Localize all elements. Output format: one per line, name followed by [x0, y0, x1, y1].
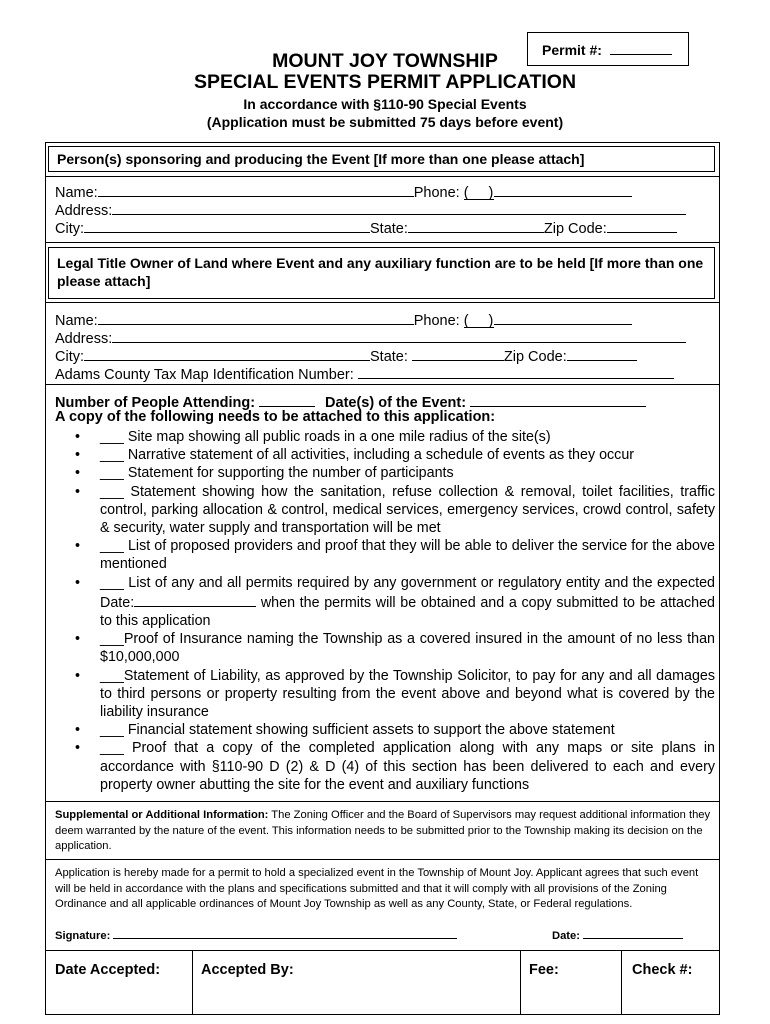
owner-zip-field[interactable] [567, 346, 637, 361]
divider [45, 302, 720, 303]
owner-tax-row [55, 364, 674, 384]
accepted-by-label: Accepted By: [201, 962, 294, 978]
paren-open: ( [463, 313, 469, 329]
expected-date-field[interactable] [134, 592, 256, 607]
sponsor-name-row [55, 182, 632, 202]
state-label: State: [370, 221, 408, 237]
checklist-item[interactable]: • ___ Financial statement showing sufficient assets to support the above statement [55, 721, 715, 739]
attachment-checklist [55, 428, 715, 794]
owner-name-row [55, 310, 632, 330]
footer-divider [520, 950, 521, 1015]
footer-divider [621, 950, 622, 1015]
signature-field[interactable] [113, 927, 457, 939]
paren-close: ) [488, 185, 494, 201]
owner-city-row [55, 346, 637, 366]
checklist-item[interactable]: • ___ Statement showing how the sanitation, refuse collection & removal, toilet facilities, traffic control, parking allocation & control, medical services, emergency services, crowd control, safety & security, water supply and transportation will be met [55, 483, 715, 538]
owner-phone-field[interactable] [494, 310, 632, 325]
title-application: SPECIAL EVENTS PERMIT APPLICATION [193, 71, 577, 93]
attach-instructions: A copy of the following needs to be attached to this application: [55, 409, 496, 425]
paren-open: ( [463, 185, 469, 201]
checklist-item-permits[interactable] [55, 574, 715, 631]
permit-label: Permit #: [542, 42, 602, 58]
people-attending-label: Number of People Attending: [55, 395, 256, 411]
fee-label: Fee: [529, 962, 559, 978]
divider [45, 801, 720, 802]
name-label: Name: [55, 313, 98, 329]
sponsor-address-row [55, 200, 686, 220]
sponsor-name-field[interactable] [98, 182, 414, 197]
supplemental-info [55, 808, 715, 855]
address-label: Address: [55, 203, 113, 219]
sponsor-phone-field[interactable] [494, 182, 632, 197]
checklist-item[interactable]: • ___Proof of Insurance naming the Township as a covered insured in the amount of no less than $10,000,000 [55, 630, 715, 666]
divider [45, 950, 720, 951]
divider [45, 384, 720, 385]
divider [45, 859, 720, 860]
owner-name-field[interactable] [98, 310, 414, 325]
permits-text-cont: when the permits will be obtained and a copy submitted to be attached to this application [100, 594, 715, 630]
owner-header: Legal Title Owner of Land where Event and any auxiliary function are to be held [If more than one please attach] [48, 247, 715, 299]
name-label: Name: [55, 185, 98, 201]
event-dates-field[interactable] [470, 392, 646, 407]
checklist-item[interactable]: • ___ Narrative statement of all activities, including a schedule of events as they occur [55, 446, 715, 464]
sponsor-city-field[interactable] [84, 218, 370, 233]
sponsor-zip-field[interactable] [607, 218, 677, 233]
city-label: City: [55, 221, 84, 237]
sponsor-city-row [55, 218, 677, 238]
title-township: MOUNT JOY TOWNSHIP [272, 50, 498, 72]
zip-label: Zip Code: [503, 349, 567, 365]
checklist-item[interactable]: • ___Statement of Liability, as approved by the Township Solicitor, to pay for any and all damages to third persons or property resulting from the event above and beyond what is covered by the liability insurance [55, 667, 715, 722]
sponsor-state-field[interactable] [408, 218, 544, 233]
date-row [552, 927, 702, 945]
divider [45, 176, 720, 177]
footer-divider [192, 950, 193, 1015]
owner-state-field[interactable] [412, 346, 504, 361]
divider [45, 242, 720, 243]
sponsor-header: Person(s) sponsoring and producing the Event [If more than one please attach] [48, 146, 715, 172]
tax-map-label: Adams County Tax Map Identification Number: [55, 367, 354, 383]
tax-map-id-field[interactable] [358, 364, 674, 379]
owner-city-field[interactable] [84, 346, 370, 361]
checklist-item[interactable]: • ___ Statement for supporting the number of participants [55, 464, 715, 482]
paren-close: ) [488, 313, 494, 329]
checklist-item[interactable]: • ___ List of proposed providers and proof that they will be able to deliver the service for the above mentioned [55, 537, 715, 573]
zip-label: Zip Code: [543, 221, 607, 237]
city-label: City: [55, 349, 84, 365]
people-attending-field[interactable] [259, 392, 315, 407]
checklist-item[interactable]: • ___ Site map showing all public roads in a one mile radius of the site(s) [55, 428, 715, 446]
date-field[interactable] [583, 927, 683, 939]
owner-phone-area-field[interactable] [464, 313, 494, 328]
date-accepted-label: Date Accepted: [55, 962, 161, 978]
state-label: State: [370, 349, 408, 365]
address-label: Address: [55, 331, 113, 347]
owner-address-field[interactable] [112, 328, 686, 343]
supplemental-label: Supplemental or Additional Information: [55, 809, 269, 821]
application-statement: Application is hereby made for a permit to hold a specialized event in the Township of Mount Joy. Applicant agrees that such event will be held in accordance with the plans and specifications submitted and that it will comply with all provisions of the Zoning Ordinance and all applicable ordinances of Mount Joy Township as well as any County, State, or Federal regulations. [55, 867, 699, 910]
event-dates-label: Date(s) of the Event: [325, 395, 467, 411]
check-number-label: Check #: [632, 962, 693, 978]
supplemental-text: The Zoning Officer and the Board of Supervisors may request additional information they deem warranted by the nature of the event. This information needs to be submitted prior to the Township making its decision on the application. [55, 809, 711, 852]
phone-label: Phone: [413, 313, 460, 329]
signature-label: Signature: [55, 930, 111, 942]
owner-address-row [55, 328, 686, 348]
checklist-item[interactable]: • ___ Proof that a copy of the completed application along with any maps or site plans in accordance with §110-90 D (2) & D (4) of this section has been delivered to each and every property owner abutting the site for the event and auxiliary functions [55, 739, 715, 794]
subtitle-ordinance: In accordance with §110-90 Special Events [243, 96, 527, 112]
permits-text: ___ List of any and all permits required by any government or regulatory entity and the expected Date: [100, 574, 715, 611]
subtitle-deadline: (Application must be submitted 75 days before event) [206, 114, 564, 130]
sponsor-phone-area-field[interactable] [464, 185, 494, 200]
sponsor-address-field[interactable] [112, 200, 686, 215]
date-label: Date: [552, 930, 580, 942]
phone-label: Phone: [413, 185, 460, 201]
